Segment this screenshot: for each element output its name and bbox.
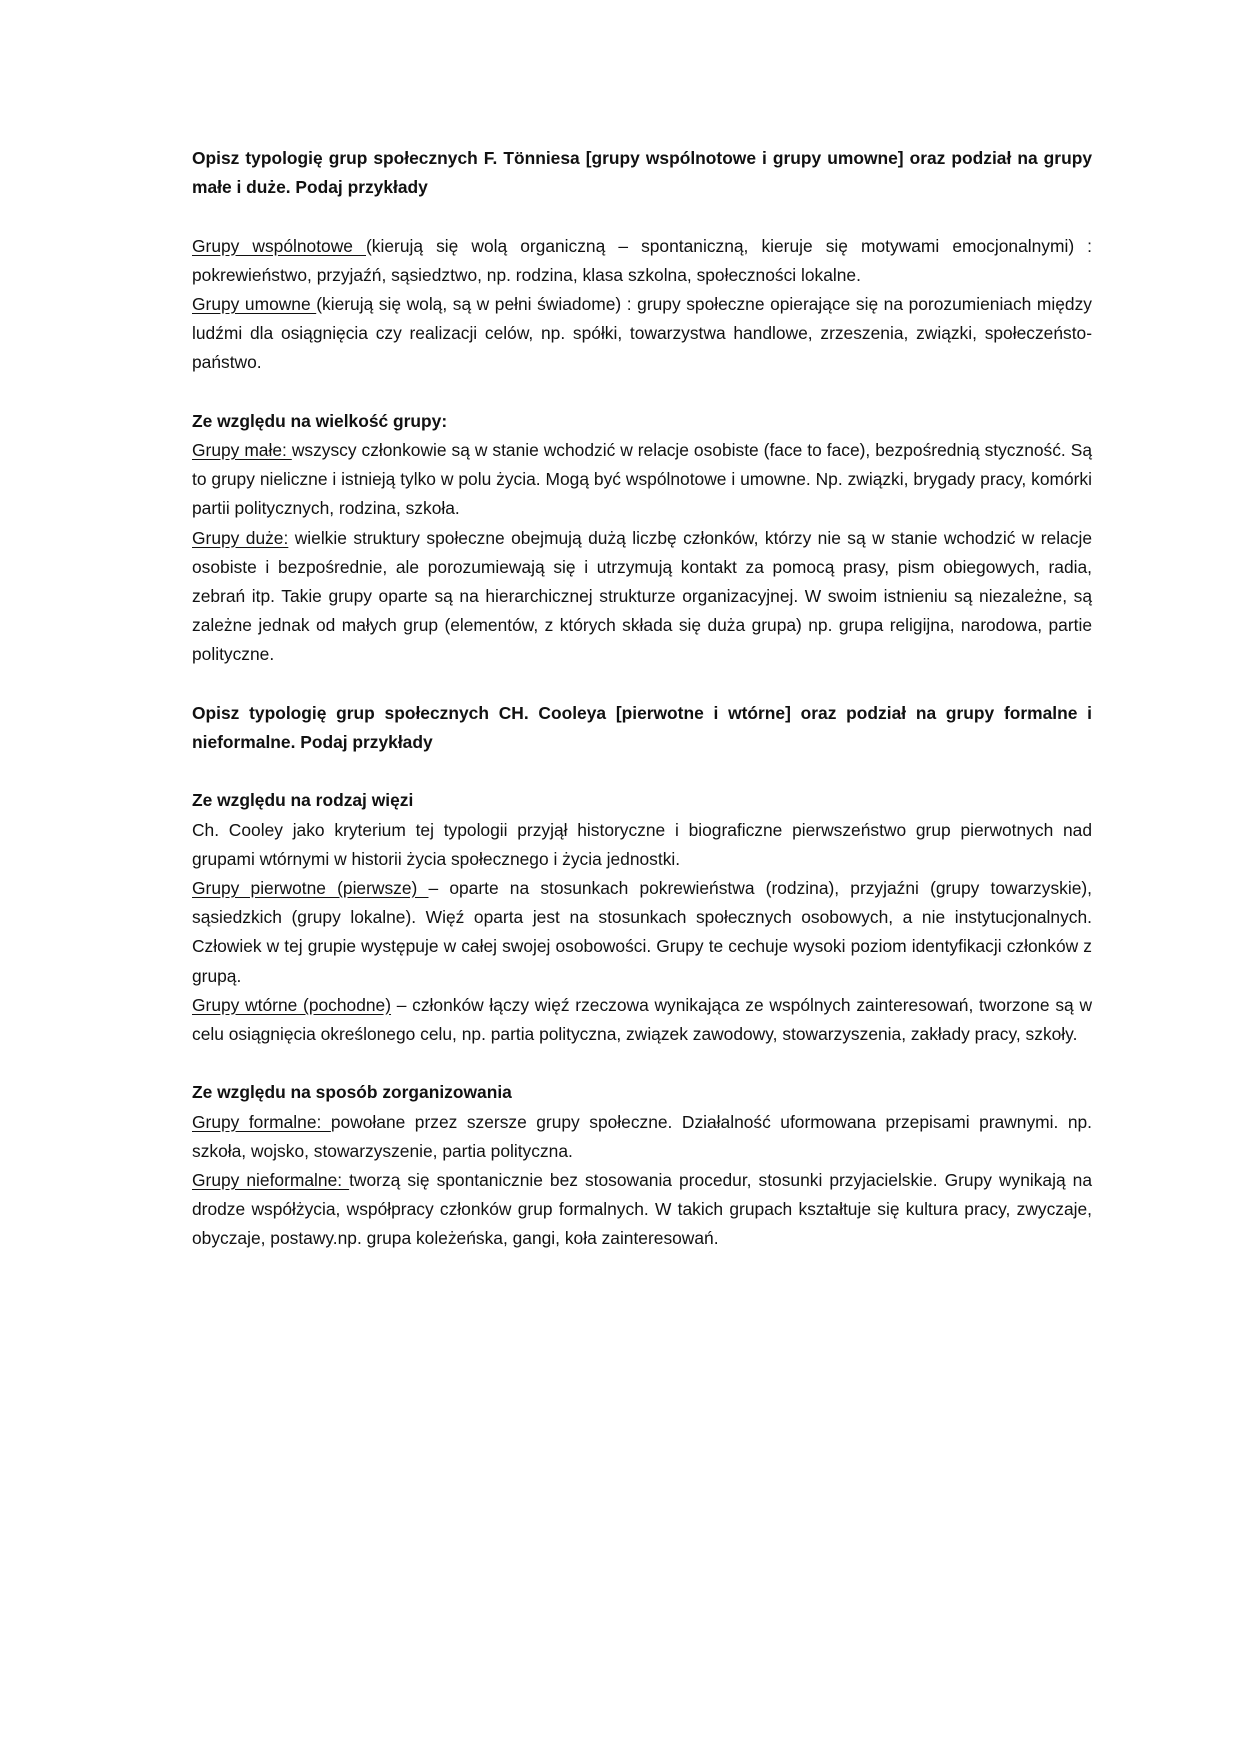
definition-text: (kierują się wolą, są w pełni świadome) : grupy społeczne opierające się na porozumieniach między ludźmi dla osiągnięcia czy realizacji celów, np. spółki, towarzystwa handlowe, zrzeszenia, związki, społeczeństo-państwo. xyxy=(192,294,1092,373)
paragraph-spacer xyxy=(192,378,1092,407)
definition-text: powołane przez szersze grupy społeczne. Działalność uformowana przepisami prawnymi. np. szkoła, wojsko, stowarzyszenie, partia polityczna. xyxy=(192,1111,1093,1161)
definition-text: wszyscy członkowie są w stanie wchodzić w relacje osobiste (face to face), bezpośrednią styczność. Są to grupy nieliczne i istnieją tylko w polu życia. Mogą być wspólnotowe i umowne. Np. związki, brygady pracy, komórki partii politycznych, rodzina, szkoła. xyxy=(192,440,1092,519)
term-grupy-nieformalne: Grupy nieformalne: xyxy=(192,1170,350,1191)
paragraph-grupy-wtorne xyxy=(192,991,1092,1049)
term-grupy-duze: Grupy duże: xyxy=(192,527,289,548)
term-grupy-wtorne: Grupy wtórne (pochodne) xyxy=(192,994,392,1015)
paragraph-spacer xyxy=(192,202,1092,231)
definition-text: – oparte na stosunkach pokrewieństwa (rodzina), przyjaźni (grupy towarzyskie), sąsiedzkich (grupy lokalne). Więź oparta jest na stosunkach społecznych osobowych, a nie instytucjonalnych. Człowiek w tej grupie występuje w całej swojej osobowości. Grupy te cechuje wysoki poziom identyfikacji członków z grupą. xyxy=(192,878,1092,986)
term-grupy-pierwotne: Grupy pierwotne (pierwsze) xyxy=(192,878,429,899)
paragraph-cooley-intro: Ch. Cooley jako kryterium tej typologii przyjął historyczne i biograficzne pierwszeństwo grup pierwotnych nad grupami wtórnymi w historii życia społecznego i życia jednostki. xyxy=(192,819,1092,869)
section-heading-tonnies: Opisz typologię grup społecznych F. Tönniesa [grupy wspólnotowe i grupy umowne] oraz podział na grupy małe i duże. Podaj przykłady xyxy=(192,148,1092,198)
term-grupy-umowne: Grupy umowne xyxy=(192,294,317,314)
paragraph-grupy-duze xyxy=(192,524,1092,670)
paragraph-grupy-male xyxy=(192,436,1092,524)
term-grupy-wspolnotowe: Grupy wspólnotowe xyxy=(192,235,367,256)
paragraph-spacer xyxy=(192,757,1092,786)
subheading-sposob-zorganizowania: Ze względu na sposób zorganizowania xyxy=(192,1082,512,1103)
subheading-rodzaj-wiezi: Ze względu na rodzaj więzi xyxy=(192,790,414,811)
definition-text: (kierują się wolą organiczną – spontaniczną, kieruje się motywami emocjonalnymi) : pokrewieństwo, przyjaźń, sąsiedztwo, np. rodzina, klasa szkolna, społeczności lokalne. xyxy=(192,235,1093,285)
paragraph-grupy-pierwotne xyxy=(192,874,1092,991)
document-page xyxy=(192,144,1092,1254)
term-grupy-formalne: Grupy formalne: xyxy=(192,1111,331,1132)
definition-text: tworzą się spontanicznie bez stosowania procedur, stosunki przyjacielskie. Grupy wynikają na drodze współżycia, współpracy członków grup formalnych. W takich grupach kształtuje się kultura pracy, zwyczaje, obyczaje, postawy.np. grupa koleżeńska, gangi, koła zainteresowań. xyxy=(192,1170,1092,1249)
paragraph-spacer xyxy=(192,1049,1092,1078)
paragraph-grupy-nieformalne xyxy=(192,1166,1092,1254)
paragraph-grupy-wspolnotowe xyxy=(192,232,1092,290)
paragraph-grupy-formalne xyxy=(192,1108,1092,1166)
term-grupy-male: Grupy małe: xyxy=(192,440,292,460)
paragraph-spacer xyxy=(192,670,1092,699)
subheading-wielkosc-grupy: Ze względu na wielkość grupy: xyxy=(192,410,448,431)
section-heading-cooley: Opisz typologię grup społecznych CH. Cooleya [pierwotne i wtórne] oraz podział na grupy formalne i nieformalne. Podaj przykłady xyxy=(192,702,1092,753)
definition-text: wielkie struktury społeczne obejmują dużą liczbę członków, którzy nie są w stanie wchodzić w relacje osobiste i bezpośrednie, ale porozumiewają się i utrzymują kontakt za pomocą prasy, pism obiegowych, radia, zebrań itp. Takie grupy oparte są na hierarchicznej strukturze organizacyjnej. W swoim istnieniu są niezależne, są zależne jednak od małych grup (elementów, z których składa się duża grupa) np. grupa religijna, narodowa, partie polityczne. xyxy=(192,527,1092,665)
paragraph-grupy-umowne xyxy=(192,290,1092,378)
definition-text: – członków łączy więź rzeczowa wynikająca ze wspólnych zainteresowań, tworzone są w celu osiągnięcia określonego celu, np. partia polityczna, związek zawodowy, stowarzyszenia, zakłady pracy, szkoły. xyxy=(192,994,1093,1045)
